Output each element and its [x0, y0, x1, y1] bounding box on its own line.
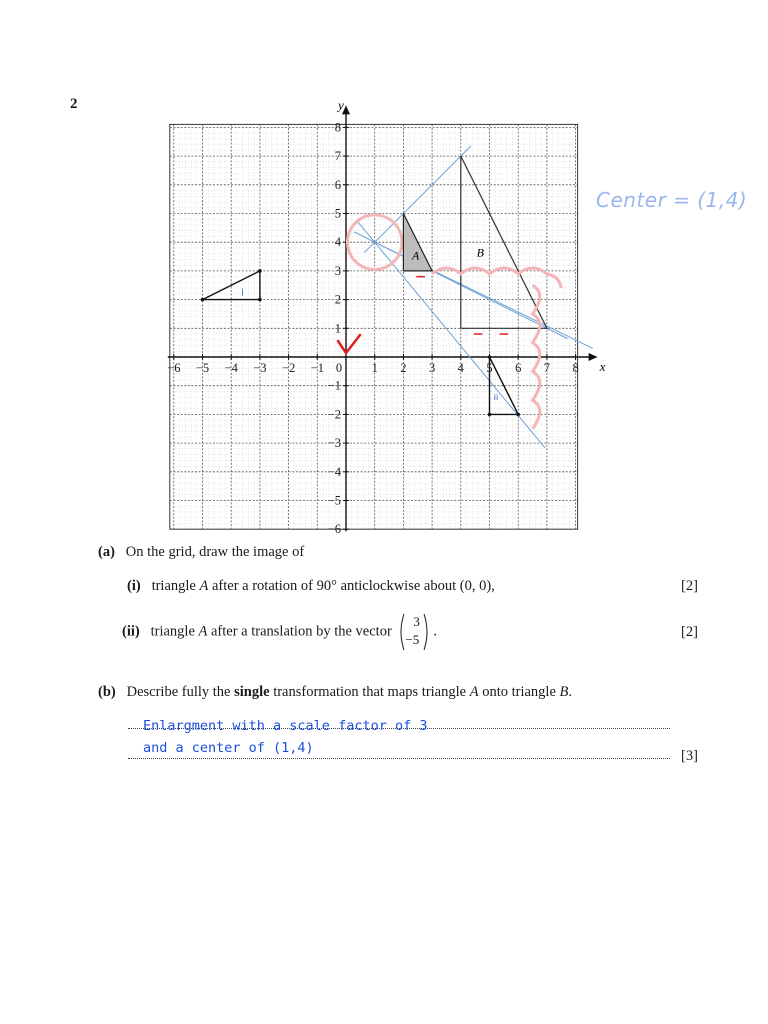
x-axis-label: x	[599, 359, 606, 374]
triangle-b-label: B	[476, 245, 484, 260]
x-tick-label: 8	[572, 361, 579, 375]
center-annotation: Center = (1,4)	[596, 188, 748, 212]
part-b-label: (b)	[98, 684, 116, 700]
part-b-t2: single	[234, 684, 270, 700]
part-a-ii-post: after a translation by the vector	[211, 623, 392, 640]
part-a-ii-marks: [2]	[681, 624, 698, 640]
y-tick-label: 8	[334, 120, 341, 135]
x-tick-label: 6	[515, 361, 522, 375]
x-tick-label: −3	[253, 361, 267, 375]
part-a-i-marks: [2]	[681, 578, 698, 594]
part-a-ii-label: (ii)	[122, 623, 140, 640]
question-number: 2	[70, 96, 78, 112]
x-tick-label: −2	[281, 361, 296, 375]
y-tick-label: −1	[327, 378, 341, 393]
triangle-ii-label: ii	[493, 393, 499, 403]
part-a-ii-pre: triangle	[150, 623, 195, 640]
x-tick-label: −1	[310, 361, 324, 375]
y-tick-label: 3	[334, 263, 341, 278]
y-tick-label: −6	[327, 522, 341, 537]
x-tick-label: 7	[543, 361, 551, 375]
vertex-dot	[258, 298, 262, 302]
x-tick-label: −6	[167, 361, 181, 375]
y-tick-label: 7	[334, 149, 341, 164]
x-tick-label: 4	[457, 361, 464, 375]
y-tick-label: 4	[334, 235, 341, 250]
y-tick-label: 5	[334, 206, 341, 221]
y-tick-label: 1	[334, 321, 341, 336]
y-tick-label: −5	[327, 493, 341, 508]
translation-vector	[397, 612, 431, 652]
part-b-t1: Describe fully the	[126, 684, 231, 700]
part-a-i-var: A	[199, 578, 209, 594]
part-a-text: On the grid, draw the image of	[125, 544, 305, 560]
part-b-heading	[98, 684, 572, 701]
part-a-i	[127, 578, 495, 595]
answer-line-2	[128, 758, 670, 759]
x-axis-arrow	[589, 353, 598, 361]
x-tick-label: −5	[195, 361, 210, 375]
vertex-dot	[488, 413, 492, 417]
vector-bottom: −5	[405, 632, 420, 647]
x-tick-label: 0	[335, 361, 343, 375]
vertex-dot	[258, 269, 262, 273]
y-tick-label: −2	[327, 407, 341, 422]
answer-text-1: Enlargment with a scale factor of 3	[143, 718, 428, 734]
y-tick-label: 6	[334, 177, 341, 192]
part-a-label: (a)	[98, 544, 115, 560]
triangle-i-label: i	[241, 288, 244, 299]
y-tick-label: −3	[327, 436, 341, 451]
vector-top: 3	[413, 614, 420, 629]
part-a-ii	[122, 612, 437, 652]
part-b-t3: transformation that maps triangle	[273, 684, 467, 700]
triangle-a-label: A	[412, 248, 420, 263]
x-tick-label: 2	[400, 361, 407, 375]
answer-text-2: and a center of (1,4)	[143, 740, 314, 756]
part-b-t4: onto triangle	[482, 684, 556, 700]
x-tick-label: −4	[224, 361, 238, 375]
x-tick-label: 3	[428, 361, 436, 375]
part-a-i-post: after a rotation of 90° anticlockwise about (0, 0),	[211, 578, 495, 594]
part-b-end: .	[568, 684, 573, 700]
part-a-ii-var: A	[198, 623, 208, 640]
vertex-dot	[516, 413, 520, 417]
x-tick-label: 5	[486, 361, 493, 375]
x-tick-label: 1	[371, 361, 378, 375]
part-a-i-pre: triangle	[151, 578, 196, 594]
part-a-heading	[98, 544, 304, 561]
part-a-i-label: (i)	[127, 578, 141, 594]
grid-lines	[170, 124, 578, 529]
vertex-dot	[201, 298, 205, 302]
part-b-var1: A	[469, 684, 479, 700]
part-a-ii-end: .	[433, 623, 438, 640]
y-tick-label: 2	[334, 292, 341, 307]
check-mark	[338, 335, 360, 353]
vertex-dot	[488, 355, 492, 359]
part-b-marks: [3]	[681, 748, 698, 764]
y-axis-label: y	[338, 97, 344, 113]
part-b-var2: B	[559, 684, 569, 700]
y-tick-label: −4	[327, 464, 341, 479]
